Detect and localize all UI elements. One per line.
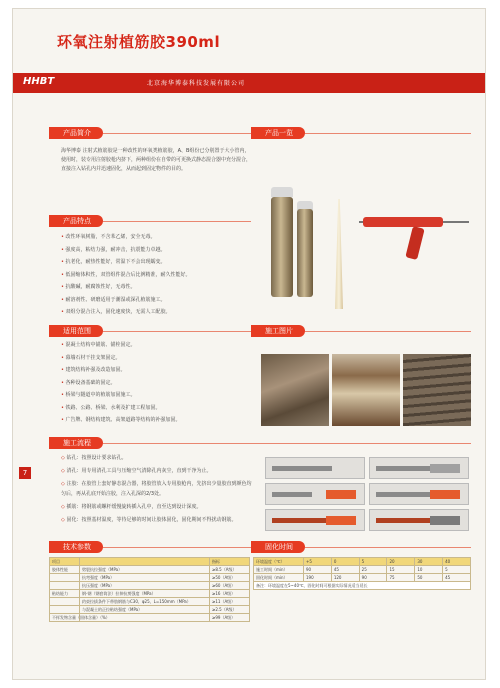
table-cell: ≥99（A级） [210,614,250,622]
list-item: • 抗老化，耐热性能好，常温下不会出现蠕变。 [61,256,191,269]
cartridge-large [271,197,293,297]
table-row [50,590,250,598]
list-item: ◇ 清孔：用专用清孔工具与压缩空气清除孔内灰尘，直到干净为止。 [61,466,256,476]
gun-grip [405,226,424,260]
section-features: 产品特点 [49,215,103,227]
table-cell: 45 [443,574,471,582]
construction-photos [261,354,471,426]
list-item: • 各种设备基础的固定。 [61,377,181,390]
section-cure: 固化时间 [251,541,305,553]
table-row [50,566,250,574]
list-item: • 建筑结构补强及改造加固。 [61,364,181,377]
table-cell: 不挥发物含量（固体含量）（%） [50,614,80,622]
table-cell: ≥8.5（A级） [210,566,250,574]
section-process: 施工流程 [49,437,103,449]
section-photos: 施工图片 [251,325,305,337]
table-cell: 抗压强度（MPa） [80,582,210,590]
table-cell: ≥60（A级） [210,582,250,590]
list-item: • 低固缩体积性，双管组件混合后比例精准，耐久性能好。 [61,269,191,282]
table-header: 项目 [50,558,80,566]
diagram-inject [265,483,365,505]
table-cell: 劈裂抗拉强度（MPa） [80,566,210,574]
diagram-drill [265,457,365,479]
dispensing-gun [363,217,443,227]
diagram-clean [369,457,469,479]
table-cell: 90 [304,566,332,574]
table-cell [50,606,80,614]
table-cell [50,598,80,606]
list-item: • 强度高，粘结力强，耐冲击，抗震能力卓越。 [61,244,191,257]
table-cell: 施工时间（min） [254,566,304,574]
divider [103,221,251,222]
list-item: • 耐溶剂性、研磨适用于潮湿或深孔植筋施工。 [61,294,191,307]
photo-anchors [403,354,471,426]
divider [103,443,471,444]
list-item: • 广告牌、钢结构建筑、高架道路等结构的补强加固。 [61,414,181,427]
diagram-insert [369,483,469,505]
table-cell: ≥2.5（A级） [210,606,250,614]
table-note: 备注：环境温度在5~40℃，固化时间可根据实际情况适当延长 [254,582,471,590]
product-images [263,179,473,309]
table-header-row [50,558,250,566]
table-row [50,614,250,622]
table-cell: 50 [415,574,443,582]
table-cell: 75 [387,574,415,582]
table-cell: 胶体性能 [50,566,80,574]
table-cell: 粘结能力 [50,590,80,598]
table-cell: 90 [359,574,387,582]
table-cell: 5 [443,566,471,574]
brochure-page [12,8,486,680]
table-row [254,574,471,582]
list-item: ◇ 插筋：将钢筋或螺杆缓慢旋转插入孔中，直至达到设计深度。 [61,502,256,512]
table-header: 5 [359,558,387,566]
section-overview: 产品一览 [251,127,305,139]
process-steps [61,453,256,528]
diagram-final [369,509,469,531]
scope-list [61,339,181,427]
table-note-row [254,582,471,590]
table-header: 环境温度（℃） [254,558,304,566]
table-cell: 120 [331,574,359,582]
divider [305,331,471,332]
table-header: 40 [443,558,471,566]
table-cell: 固化时间（min） [254,574,304,582]
table-header: 0 [331,558,359,566]
table-header: 30 [415,558,443,566]
divider [103,133,251,134]
list-item: • 混凝土结构中锚筋、锚栓固定。 [61,339,181,352]
divider [103,547,251,548]
table-cell: 190 [304,574,332,582]
table-row [254,566,471,574]
table-cell: ≥11（A级） [210,598,250,606]
list-item: • 铁路、公路、桥梁、水利及扩建工程加固。 [61,402,181,415]
section-scope: 适用范围 [49,325,103,337]
brand-code: HHBT [23,76,55,87]
table-cell: 钢-钢（钢套筒法）拉伸抗剪强度（MPa） [80,590,210,598]
cartridge-cap [271,187,293,197]
list-item: • 改性环氧树脂，不含苯乙烯，安全无毒。 [61,231,191,244]
list-item: ◇ 注胶：在胶管上套好静态混合器，将胶管放入专用胶枪内，先挤出少量胶直到颜色均匀后，再从孔底开始注胶，注入孔深的2/3处。 [61,479,256,499]
table-row [50,582,250,590]
list-item: • 抗酸碱，耐腐蚀性好，无毒性。 [61,281,191,294]
table-row [50,606,250,614]
table-cell: ≥16（A级） [210,590,250,598]
table-cell: 约束拉拔条件下带肋钢筋与C30、φ25、L=150mm（MPa） [80,598,210,606]
table-header: 指标 [210,558,250,566]
table-cell: 10 [415,566,443,574]
table-row [50,574,250,582]
cartridge-small [297,209,313,297]
table-cell: 15 [387,566,415,574]
table-header [80,558,210,566]
mixer-nozzle [335,199,343,309]
table-cell [50,574,80,582]
section-intro: 产品简介 [49,127,103,139]
list-item: • 幕墙石材干挂支架固定。 [61,352,181,365]
page-number: 7 [19,467,31,479]
table-cell: 抗弯强度（MPa） [80,574,210,582]
header-banner [13,73,485,93]
feature-list [61,231,191,319]
company-name: 北京海华博泰科技发展有限公司 [147,80,246,87]
divider [103,331,251,332]
cure-time-table [253,557,471,590]
table-header-row [254,558,471,566]
photo-rebar-wall [261,354,329,426]
table-cell: 45 [331,566,359,574]
table-cell: 25 [359,566,387,574]
divider [305,133,471,134]
section-params: 技术参数 [49,541,103,553]
table-cell [50,582,80,590]
table-header: +5 [304,558,332,566]
list-item: • 桥梁与隧道中的植筋加固施工。 [61,389,181,402]
table-header: 20 [387,558,415,566]
photo-worker [332,354,400,426]
list-item: ◇ 钻孔：按照设计要求钻孔。 [61,453,256,463]
table-row [50,598,250,606]
divider [305,547,471,548]
page-title: 环氧注射植筋胶390ml [57,33,221,51]
list-item: • 双组分混合注入，固化速度快，无需人工配胶。 [61,306,191,319]
diagram-cure [265,509,365,531]
tech-params-table [49,557,250,622]
table-cell: ≥50（A级） [210,574,250,582]
intro-text: 海华博泰 注射式植筋胶是一种改性的环氧类植筋胶，A、B组份已分别置于大小管内，使用时，装专用注射胶枪内挤下，两种组份在自带的可更换式静态混合器中充分混合，直接注入钻孔内并迅速固化，从而起到固定物件的目的。 [61,148,252,172]
table-cell: 与混凝土的正拉粘结强度（MPa） [80,606,210,614]
list-item: ◇ 固化：按照基材温度，等待足够的时间让胶体固化，固化期间不得扰动钢筋。 [61,515,256,525]
